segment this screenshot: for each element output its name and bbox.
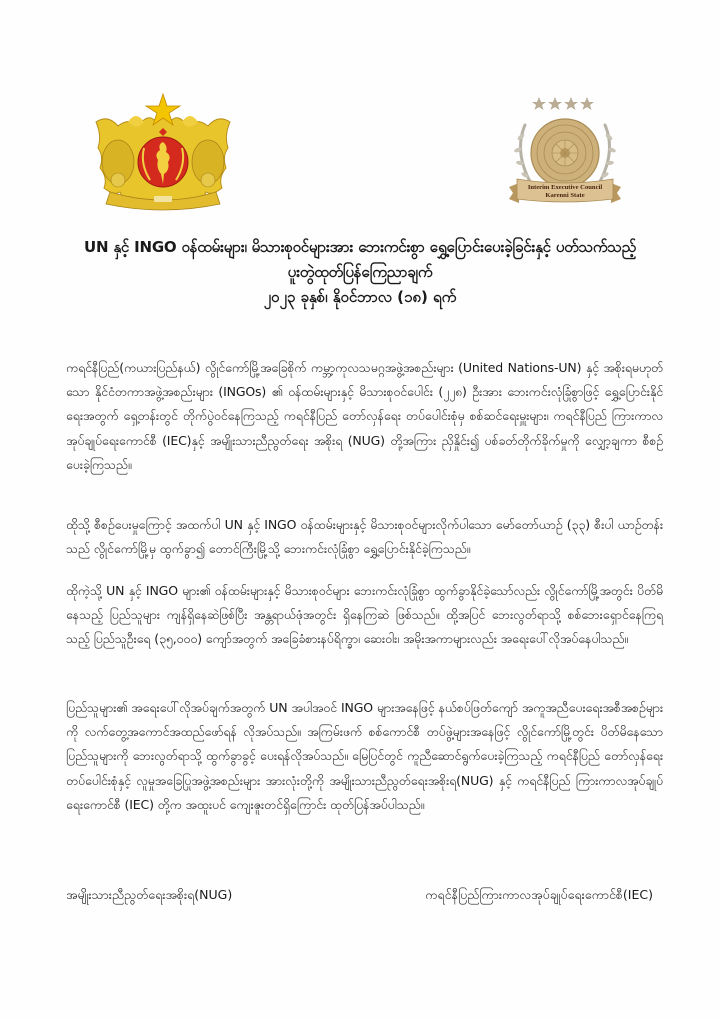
statement-date: ၂၀၂၃ ခုနှစ်၊ နိုဝင်ဘာလ (၁၈) ရက် [263, 288, 457, 306]
statement-title-line-2: ပူးတွဲထုတ်ပြန်ကြေညာချက် [287, 263, 433, 281]
paragraph-4: ပြည်သူများ၏ အရေးပေါ်လိုအပ်ချက်အတွက် UN အပါအဝင် INGO များအနေဖြင့် နယ်စပ်ဖြတ်ကျော် အကူအညီပေးရေးအစီအစဉ်များကို လက်တွေ့အကောင်အထည်ဖော်ရန် လိုအပ်သည်။ အကြမ်းဖက် စစ်ကောင်စီ တပ်ဖွဲ့များအနေဖြင့် လွိုင်ကော်မြို့တွင်း ပိတ်မိနေသော ပြည်သူများကို ဘေးလွတ်ရာသို့ ထွက်ခွာခွင့် ပေးရန်လိုအပ်သည်။ မြေပြင်တွင် ကူညီဆောင်ရွက်ပေးခဲ့ကြသည့် ကရင်နီပြည် တော်လှန်ရေးတပ်ပေါင်းစုံနှင့် လူမှုအခြေပြုအဖွဲ့အစည်းများ အားလုံးတို့ကို အမျိုးသားညီညွတ်ရေးအစိုးရ(NUG) နှင့် ကရင်နီပြည် ကြားကာလအုပ်ချုပ်ရေးကောင်စီ (IEC) တို့က အထူးပင် ကျေးဇူးတင်ရှိကြောင်း ထုတ်ပြန်အပ်ပါသည်။ [66, 699, 663, 813]
statement-title-line-1: UN နှင့် INGO ဝန်ထမ်းများ၊ မိသားစုဝင်များအား ဘေးကင်းစွာ ရွှေ့ပြောင်းပေးခဲ့ခြင်းနှင့် ပတ်သက်သည့် [84, 238, 636, 256]
paragraph-1: ကရင်နီပြည်(ကယားပြည်နယ်) လွိုင်ကော်မြို့အခြေစိုက် ကမ္ဘာ့ကုလသမဂ္ဂအဖွဲ့အစည်းများ (United Nations-UN) နှင့် အစိုးရမဟုတ်သော နိုင်ငံတကာအဖွဲ့အစည်းများ (INGOs) ၏ ဝန်ထမ်းများနှင့် မိသားစုဝင်ပေါင်း (၂၂၈) ဦးအား ဘေးကင်းလုံခြုံစွာဖြင့် ရွှေ့ပြောင်းနိုင်ရေးအတွက် ရှေ့တန်းတွင် တိုက်ပွဲဝင်နေကြသည့် ကရင်နီပြည် တော်လှန်ရေး တပ်ပေါင်းစုံမှ စစ်ဆင်ရေးမှူးများ၊ ကရင်နီပြည် ကြားကာလအုပ်ချုပ်ရေးကောင်စီ (IEC)နှင့် အမျိုးသားညီညွတ်ရေး အစိုးရ (NUG) တို့အကြား ညှိနှိုင်း၍ ပစ်ခတ်တိုက်ခိုက်မှုကို လျှော့ချကာ စီစဉ်ပေးခဲ့ကြသည်။ [66, 359, 663, 473]
signature-iec: ကရင်နီပြည်ကြားကာလအုပ်ချုပ်ရေးကောင်စီ(IEC) [425, 887, 653, 902]
paragraph-2: ထိုသို့ စီစဉ်ပေးမှုကြောင့် အထက်ပါ UN နှင့် INGO ဝန်ထမ်းများနှင့် မိသားစုဝင်များလိုက်ပါသော မော်တော်ယာဉ် (၃၃) စီးပါ ယာဉ်တန်းသည် လွိုင်ကော်မြို့မှ ထွက်ခွာ၍ တောင်ကြီးမြို့သို့ ဘေးကင်းလုံခြုံစွာ ရွှေ့ပြောင်းနိုင်ခဲ့ကြသည်။ [66, 516, 663, 556]
svg-text:Interim Executive Council: Interim Executive Council [527, 184, 603, 191]
paragraph-3: ထိုကဲ့သို့ UN နှင့် INGO များ၏ ဝန်ထမ်းများနှင့် မိသားစုဝင်များ ဘေးကင်းလုံခြုံစွာ ထွက်ခွာနိုင်ခဲ့သော်လည်း လွိုင်ကော်မြို့အတွင်း ပိတ်မိနေသည့် ပြည်သူများ ကျန်ရှိနေဆဲဖြစ်ပြီး အန္တရာယ်ဖုံအတွင်း ရှိနေကြဆဲ ဖြစ်သည်။ ထို့အပြင် ဘေးလွတ်ရာသို့ စစ်ဘေးရှောင်နေကြရသည့် ပြည်သူဦးရေ (၃၅,၀၀၀) ကျော်အတွက် အခြေခံစားနပ်ရိက္ခာ၊ ဆေးဝါး၊ အမိုးအကာများလည်း အရေးပေါ်လိုအပ်နေပါသည်။ [66, 582, 663, 647]
iec-karenni-seal-icon [505, 95, 625, 215]
svg-text:Karenni State: Karenni State [545, 192, 585, 199]
statement-title-block [40, 236, 680, 308]
signature-nug: အမျိုးသားညီညွတ်ရေးအစိုးရ(NUG) [66, 887, 233, 902]
myanmar-state-emblem-icon [88, 92, 238, 217]
